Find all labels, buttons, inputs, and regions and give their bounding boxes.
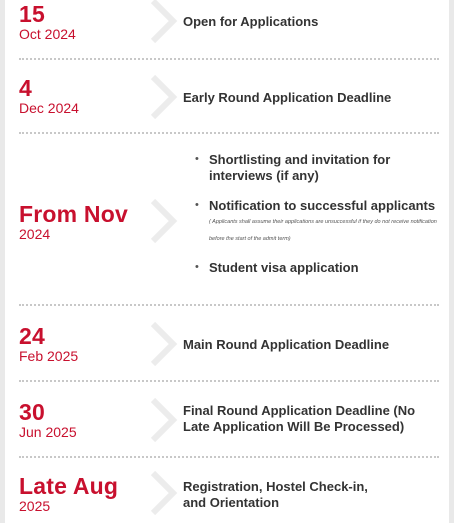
bullet-icon: • xyxy=(195,261,199,273)
chevron-right-icon xyxy=(147,470,179,516)
timeline-bullets xyxy=(195,152,443,276)
timeline-row xyxy=(5,382,449,456)
chevron-right-icon xyxy=(147,74,179,120)
timeline-description: Final Round Application Deadline (No Late Application Will Be Processed) xyxy=(183,403,416,434)
timeline-date xyxy=(19,76,79,116)
date-day: 15 xyxy=(19,1,45,27)
date-month-year: Jun 2025 xyxy=(19,424,77,440)
bullet-icon: • xyxy=(195,199,199,211)
timeline-description: Main Round Application Deadline xyxy=(183,337,390,352)
timeline-row xyxy=(5,134,449,304)
timeline-row xyxy=(5,60,449,132)
timeline-description: Open for Applications xyxy=(183,14,319,29)
bullet-text: Notification to successful applicants xyxy=(209,198,436,213)
date-day: From Nov xyxy=(19,201,128,227)
date-day: 24 xyxy=(19,323,45,349)
timeline-date xyxy=(19,400,77,440)
timeline-date xyxy=(19,202,128,242)
bullet-item xyxy=(195,260,443,276)
chevron-right-icon xyxy=(147,0,179,44)
bullet-item xyxy=(195,152,443,184)
date-day: 4 xyxy=(19,75,32,101)
date-day: Late Aug xyxy=(19,473,119,499)
timeline-date xyxy=(19,2,76,42)
date-month-year: 2025 xyxy=(19,498,51,514)
timeline-row xyxy=(5,306,449,380)
admission-timeline xyxy=(5,0,449,523)
bullet-note: ( Applicants shall assume their applications are unsuccessful if they do not receive notification before the start of the admit term) xyxy=(209,219,437,242)
bullet-icon: • xyxy=(195,153,199,165)
chevron-right-icon xyxy=(147,321,179,367)
timeline-description: Registration, Hostel Check-in, and Orientation xyxy=(183,479,368,510)
bullet-item xyxy=(195,198,443,248)
bullet-text: Student visa application xyxy=(209,260,359,275)
bullet-text: Shortlisting and invitation for interviews (if any) xyxy=(209,152,391,183)
chevron-right-icon xyxy=(147,198,179,244)
date-day: 30 xyxy=(19,399,45,425)
timeline-description: Early Round Application Deadline xyxy=(183,90,392,105)
timeline-date xyxy=(19,474,118,514)
date-month-year: 2024 xyxy=(19,226,51,242)
date-month-year: Feb 2025 xyxy=(19,348,79,364)
chevron-right-icon xyxy=(147,397,179,443)
timeline-date xyxy=(19,324,78,364)
date-month-year: Oct 2024 xyxy=(19,26,76,42)
timeline-row xyxy=(5,0,449,58)
date-month-year: Dec 2024 xyxy=(19,100,79,116)
timeline-row xyxy=(5,458,449,523)
